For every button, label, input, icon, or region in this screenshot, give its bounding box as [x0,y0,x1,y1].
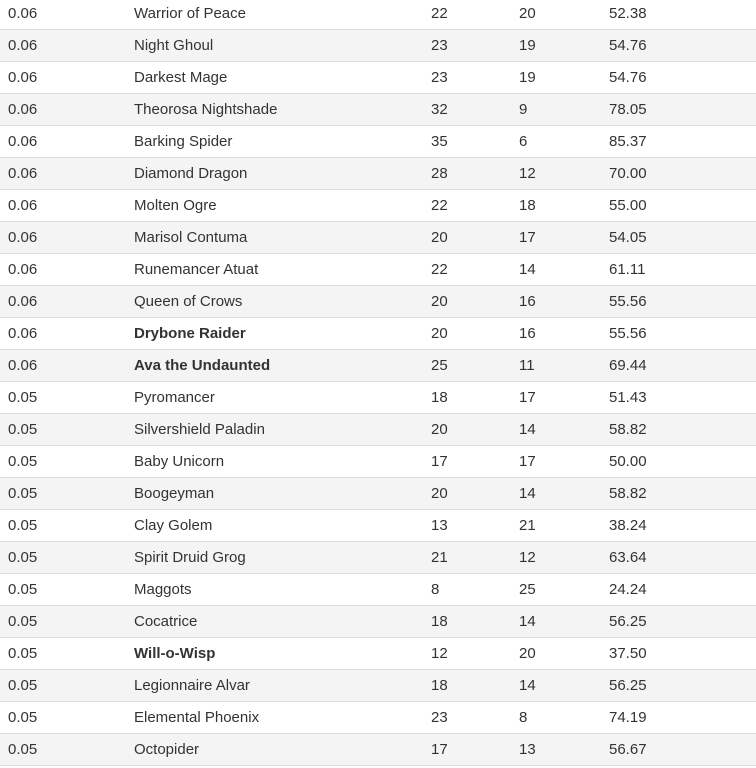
table-row [0,414,756,446]
percent-cell: 61.11 [609,261,646,278]
wins-cell: 13 [431,517,448,534]
table-row [0,510,756,542]
losses-cell: 17 [519,453,536,470]
rate-cell: 0.06 [8,133,38,150]
wins-cell: 17 [431,741,448,758]
losses-cell: 12 [519,549,536,566]
wins-cell: 21 [431,549,448,566]
losses-cell: 17 [519,229,536,246]
rate-cell: 0.06 [8,165,38,182]
name-cell: Drybone Raider [134,325,246,342]
name-cell: Clay Golem [134,517,213,534]
rate-cell: 0.05 [8,517,38,534]
percent-cell: 50.00 [609,453,647,470]
table-row [0,62,756,94]
rate-cell: 0.05 [8,453,38,470]
table-row [0,382,756,414]
wins-cell: 8 [431,581,440,598]
name-cell: Runemancer Atuat [134,261,259,278]
percent-cell: 52.38 [609,5,647,22]
percent-cell: 55.56 [609,325,647,342]
rate-cell: 0.05 [8,677,38,694]
table-row [0,350,756,382]
rate-cell: 0.06 [8,5,38,22]
losses-cell: 14 [519,677,536,694]
percent-cell: 24.24 [609,581,647,598]
name-cell: Octopider [134,741,200,758]
percent-cell: 63.64 [609,549,647,566]
losses-cell: 16 [519,293,536,310]
name-cell: Elemental Phoenix [134,709,260,726]
percent-cell: 74.19 [609,709,647,726]
losses-cell: 25 [519,581,536,598]
percent-cell: 55.00 [609,197,647,214]
table-row [0,574,756,606]
rate-cell: 0.06 [8,37,38,54]
wins-cell: 22 [431,5,448,22]
wins-cell: 20 [431,293,448,310]
name-cell: Queen of Crows [134,293,243,310]
wins-cell: 22 [431,261,448,278]
losses-cell: 12 [519,165,536,182]
losses-cell: 17 [519,389,536,406]
percent-cell: 54.76 [609,69,647,86]
percent-cell: 38.24 [609,517,647,534]
table-row [0,670,756,702]
table-row [0,542,756,574]
rate-cell: 0.05 [8,421,38,438]
wins-cell: 23 [431,709,448,726]
name-cell: Silvershield Paladin [134,421,265,438]
rate-cell: 0.06 [8,293,38,310]
losses-cell: 19 [519,37,536,54]
wins-cell: 18 [431,677,448,694]
percent-cell: 58.82 [609,421,647,438]
rate-cell: 0.06 [8,101,38,118]
table-row [0,222,756,254]
percent-cell: 70.00 [609,165,647,182]
rate-cell: 0.05 [8,581,38,598]
percent-cell: 56.25 [609,677,647,694]
losses-cell: 14 [519,421,536,438]
rate-cell: 0.05 [8,709,38,726]
rate-cell: 0.05 [8,485,38,502]
wins-cell: 18 [431,613,448,630]
table-row [0,318,756,350]
table-row [0,734,756,766]
rate-cell: 0.06 [8,357,38,374]
table-row [0,702,756,734]
rate-cell: 0.06 [8,229,38,246]
wins-cell: 18 [431,389,448,406]
percent-cell: 54.05 [609,229,647,246]
percent-cell: 51.43 [609,389,647,406]
table-row [0,158,756,190]
table-row [0,254,756,286]
percent-cell: 58.82 [609,485,647,502]
name-cell: Spirit Druid Grog [134,549,246,566]
name-cell: Marisol Contuma [134,229,248,246]
table-row [0,126,756,158]
losses-cell: 21 [519,517,536,534]
name-cell: Diamond Dragon [134,165,248,182]
percent-cell: 56.67 [609,741,647,758]
rate-cell: 0.06 [8,197,38,214]
losses-cell: 18 [519,197,536,214]
name-cell: Boogeyman [134,485,215,502]
table-row [0,94,756,126]
table-row [0,190,756,222]
rate-cell: 0.05 [8,549,38,566]
name-cell: Barking Spider [134,133,233,150]
rate-cell: 0.05 [8,741,38,758]
table-row [0,606,756,638]
losses-cell: 8 [519,709,528,726]
losses-cell: 9 [519,101,528,118]
losses-cell: 14 [519,613,536,630]
percent-cell: 69.44 [609,357,647,374]
rate-cell: 0.06 [8,325,38,342]
losses-cell: 14 [519,485,536,502]
name-cell: Baby Unicorn [134,453,225,470]
losses-cell: 19 [519,69,536,86]
percent-cell: 37.50 [609,645,647,662]
table-row [0,286,756,318]
name-cell: Maggots [134,581,192,598]
wins-cell: 20 [431,229,448,246]
rate-cell: 0.05 [8,613,38,630]
losses-cell: 13 [519,741,536,758]
wins-cell: 23 [431,69,448,86]
rate-cell: 0.05 [8,389,38,406]
name-cell: Night Ghoul [134,37,214,54]
wins-cell: 35 [431,133,448,150]
name-cell: Legionnaire Alvar [134,677,250,694]
name-cell: Molten Ogre [134,197,217,214]
name-cell: Theorosa Nightshade [134,101,278,118]
table-row [0,638,756,670]
rate-cell: 0.06 [8,261,38,278]
table-row [0,478,756,510]
losses-cell: 6 [519,133,528,150]
losses-cell: 20 [519,645,536,662]
name-cell: Cocatrice [134,613,198,630]
percent-cell: 54.76 [609,37,647,54]
wins-cell: 12 [431,645,448,662]
wins-cell: 22 [431,197,448,214]
wins-cell: 20 [431,325,448,342]
losses-cell: 16 [519,325,536,342]
rate-cell: 0.06 [8,69,38,86]
name-cell: Ava the Undaunted [134,357,271,374]
percent-cell: 85.37 [609,133,647,150]
table-row [0,446,756,478]
name-cell: Warrior of Peace [134,5,246,22]
losses-cell: 20 [519,5,536,22]
wins-cell: 32 [431,101,448,118]
wins-cell: 25 [431,357,448,374]
wins-cell: 20 [431,421,448,438]
wins-cell: 28 [431,165,448,182]
wins-cell: 23 [431,37,448,54]
losses-cell: 14 [519,261,536,278]
percent-cell: 55.56 [609,293,647,310]
wins-cell: 17 [431,453,448,470]
name-cell: Pyromancer [134,389,215,406]
wins-cell: 20 [431,485,448,502]
name-cell: Darkest Mage [134,69,228,86]
table-row [0,0,756,30]
percent-cell: 56.25 [609,613,647,630]
table-row [0,30,756,62]
percent-cell: 78.05 [609,101,647,118]
name-cell: Will-o-Wisp [134,645,216,662]
losses-cell: 11 [519,357,535,374]
rate-cell: 0.05 [8,645,38,662]
